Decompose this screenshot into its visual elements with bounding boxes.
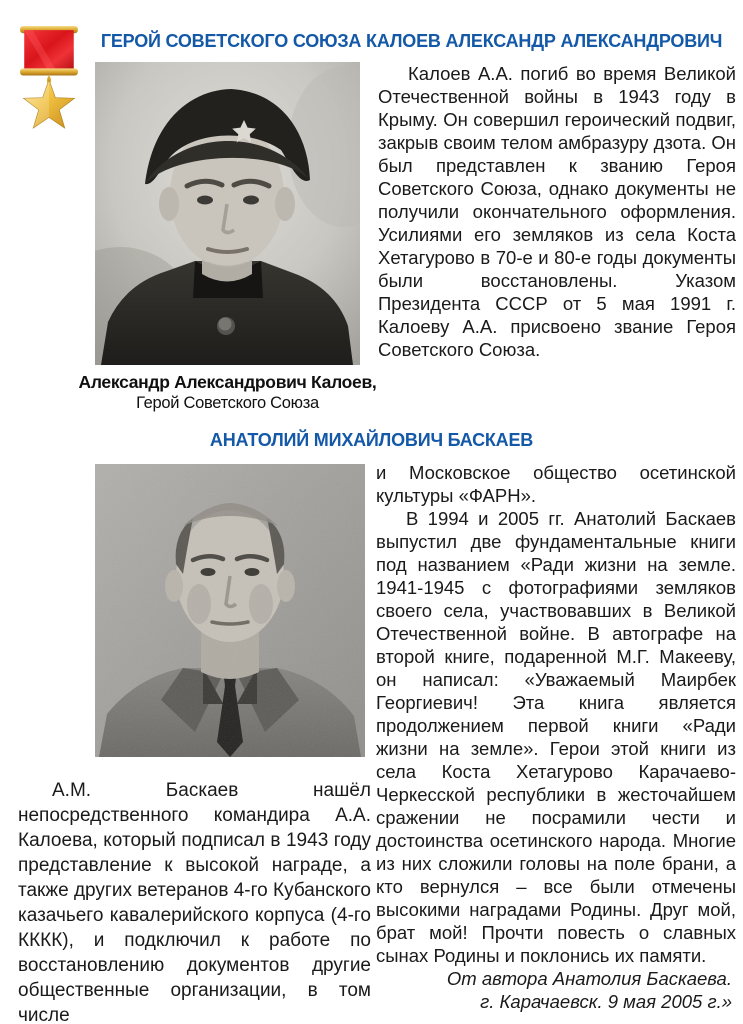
- baskaev-portrait-photo: [95, 464, 365, 757]
- hero-paragraph: Калоев А.А. погиб во время Великой Отечественной войны в 1943 году в Крыму. Он совершил героический подвиг, закрыв своим телом амбразуру дзота. Он был представлен к званию Героя Советского Союза, однако документы не получили окончательного оформления. Усилиями его земляков из села Коста Хетагурово в 70-е и 80-е годы документы были восстановлены. Указом Президента СССР от 5 мая 1991 г. Калоеву А.А. присвоено звание Героя Советского Союза.: [378, 63, 736, 360]
- baskaev-section-title: АНАТОЛИЙ МИХАЙЛОВИЧ БАСКАЕВ: [209, 430, 534, 450]
- author-signature-line-1: От автора Анатолия Баскаева.: [446, 968, 732, 989]
- author-signature-line-2: г. Карачаевск. 9 мая 2005 г.»: [480, 991, 732, 1012]
- left-paragraph: А.М. Баскаев нашёл непосредственного командира А.А. Калоева, который подписал в 1943 году представление к высокой награде, а также других ветеранов 4-го Кубанского казачьего кавалерийского корпуса (4-го КККК), и подключил к работе по восстановлению документов другие общественные организации, в том числе: [18, 780, 371, 1024]
- hero-section-text: [378, 62, 736, 361]
- hero-section-title: ГЕРОЙ СОВЕТСКОГО СОЮЗА КАЛОЕВ АЛЕКСАНДР АЛЕКСАНДРОВИЧ: [100, 31, 723, 51]
- baskaev-left-column: [18, 778, 371, 1024]
- kaloev-portrait-photo: [95, 62, 360, 365]
- caption-role: Герой Советского Союза: [136, 394, 319, 412]
- kaloev-photo-caption: [55, 371, 400, 414]
- baskaev-right-column: [376, 461, 736, 1013]
- caption-name: Александр Александрович Калоев,: [78, 372, 377, 392]
- hero-gold-star-medal-icon: [17, 26, 81, 132]
- right-paragraph-1: и Московское общество осетинской культуры «ФАРН».: [376, 462, 736, 506]
- right-paragraph-2: В 1994 и 2005 гг. Анатолий Баскаев выпустил две фундаментальные книги под названием «Ради жизни на земле. 1941-1945 с фотографиями земляков своего села, участвовавших в Великой Отечественной войне. В автографе на второй книге, подаренной М.Г. Макееву, он написал: «Уважаемый Маирбек Георгиевич! Эта книга является продолжением первой книги «Ради жизни на земле». Герои этой книги из села Коста Хетагурово Карачаево-Черкесской республики в жесточайшем сражении не посрамили чести и достоинства осетинского народа. Многие из них сложили головы на поле брани, а кто вернулся – все были отмечены высокими наградами Родины. Друг мой, брат мой! Прочти повесть о славных сынах Родины и поклонись их памяти.: [376, 508, 736, 966]
